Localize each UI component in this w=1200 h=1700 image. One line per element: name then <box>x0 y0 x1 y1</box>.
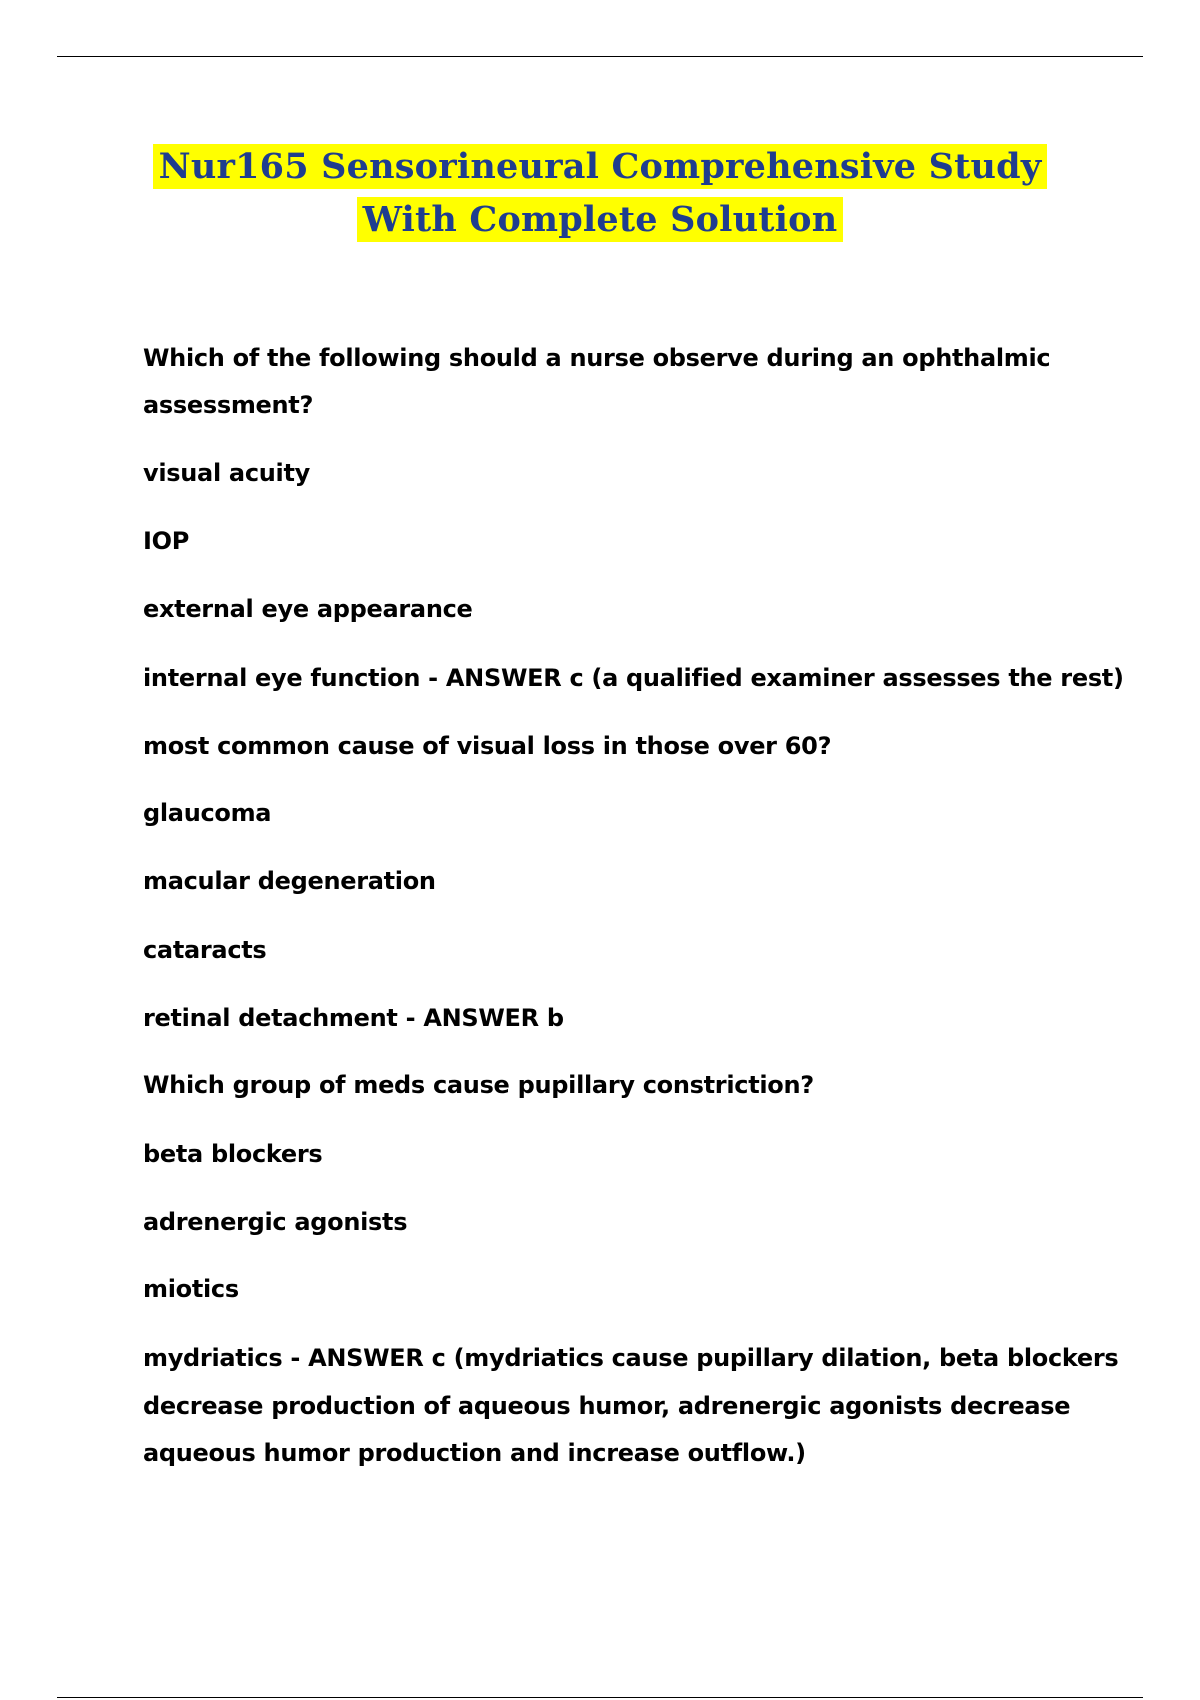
question-1-option-b: IOP <box>143 527 190 555</box>
question-1-line-1: Which of the following should a nurse observe during an ophthalmic <box>143 344 1051 372</box>
question-1-line-2: assessment? <box>143 391 314 419</box>
question-3-answer-line-3: aqueous humor production and increase outflow.) <box>143 1439 806 1467</box>
question-1-option-c: external eye appearance <box>143 595 473 623</box>
question-2-option-c: cataracts <box>143 936 267 964</box>
question-3-answer-line-2: decrease production of aqueous humor, adrenergic agonists decrease <box>143 1392 1071 1420</box>
question-2-option-b: macular degeneration <box>143 867 436 895</box>
bottom-rule <box>57 1697 1143 1698</box>
document-title <box>0 140 1200 246</box>
question-2-option-a: glaucoma <box>143 799 272 827</box>
title-line-1: Nur165 Sensorineural Comprehensive Study <box>153 144 1048 189</box>
question-1-option-d-answer: internal eye function - ANSWER c (a qualified examiner assesses the rest) <box>143 664 1124 692</box>
title-line-2: With Complete Solution <box>357 197 844 242</box>
top-rule <box>57 56 1143 57</box>
question-3-option-a: beta blockers <box>143 1140 323 1168</box>
question-2-line-1: most common cause of visual loss in those over 60? <box>143 732 832 760</box>
question-2-option-d-answer: retinal detachment - ANSWER b <box>143 1004 564 1032</box>
question-3-line-1: Which group of meds cause pupillary constriction? <box>143 1071 814 1099</box>
question-3-option-b: adrenergic agonists <box>143 1208 408 1236</box>
question-1-option-a: visual acuity <box>143 459 310 487</box>
question-3-answer-line-1: mydriatics - ANSWER c (mydriatics cause pupillary dilation, beta blockers <box>143 1344 1119 1372</box>
question-3-option-c: miotics <box>143 1275 239 1303</box>
